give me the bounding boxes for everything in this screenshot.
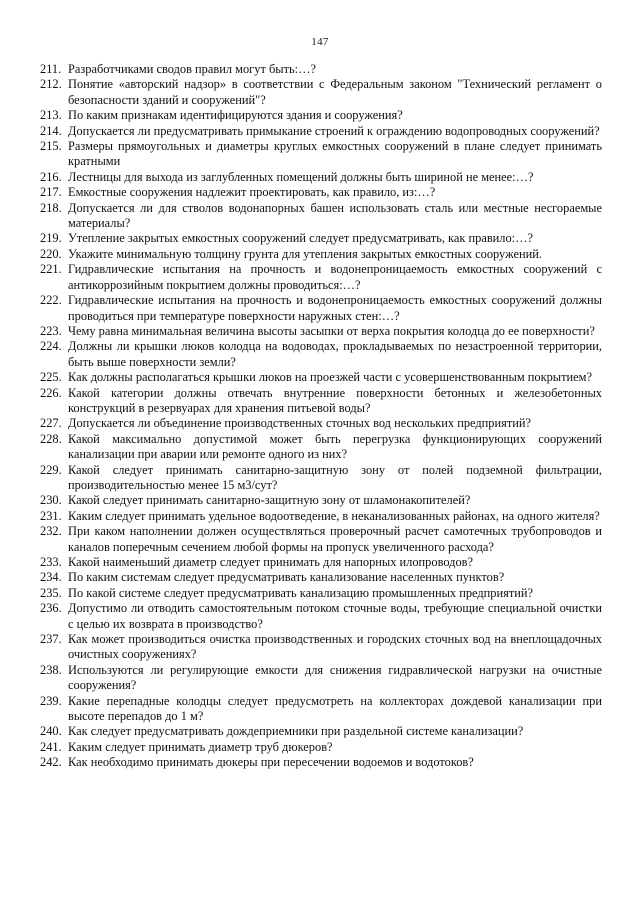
question-number: 224. <box>40 339 62 354</box>
question-number: 218. <box>40 200 62 215</box>
question-number: 239. <box>40 693 62 708</box>
question-text: Какой наименьший диаметр следует принимать для напорных илопроводов? <box>68 555 474 569</box>
question-item <box>40 463 602 494</box>
question-item <box>40 247 602 262</box>
question-text: Как необходимо принимать дюкеры при пересечении водоемов и водотоков? <box>68 755 474 770</box>
question-number: 217. <box>40 185 62 200</box>
question-text: Чему равна минимальная величина высоты засыпки от верха покрытия колодца до ее поверхности? <box>68 323 595 338</box>
question-text: Гидравлические испытания на прочность и водонепроницаемость емкостных сооружений должны проводиться при температуре поверхности наружных стен:…? <box>68 293 602 323</box>
question-number: 231. <box>40 508 62 523</box>
question-text: Как должны располагаться крышки люков на проезжей части с усовершенствованным покрытием? <box>68 370 593 385</box>
question-number: 215. <box>40 139 62 154</box>
question-text: Какой следует принимать санитарно-защитную зону от шламонакопителей? <box>68 493 471 508</box>
question-number: 227. <box>40 416 62 431</box>
question-item <box>40 509 602 524</box>
question-item <box>40 416 602 431</box>
question-item <box>40 601 602 632</box>
question-item <box>40 108 602 123</box>
question-number: 229. <box>40 462 62 477</box>
question-item <box>40 231 602 246</box>
question-text: Емкостные сооружения надлежит проектировать, как правило, из:…? <box>68 185 436 200</box>
question-text: Должны ли крышки люков колодца на водоводах, прокладываемых по незастроенной территории, быть выше поверхности земли? <box>68 339 602 369</box>
question-item <box>40 755 602 770</box>
question-number: 222. <box>40 293 62 308</box>
question-item <box>40 386 602 417</box>
question-text: Допустимо ли отводить самостоятельным потоком сточные воды, требующие специальной очистки с целью их возврата в производство? <box>68 601 602 631</box>
question-number: 220. <box>40 246 62 261</box>
question-text: Понятие «авторский надзор» в соответствии с Федеральным законом "Технический регламент о безопасности зданий и сооружений"? <box>68 77 602 107</box>
question-text: Разработчиками сводов правил могут быть:…? <box>68 62 316 76</box>
question-item <box>40 339 602 370</box>
question-item <box>40 663 602 694</box>
question-number: 242. <box>40 755 62 770</box>
question-number: 223. <box>40 323 62 338</box>
question-item <box>40 324 602 339</box>
question-number: 213. <box>40 108 62 123</box>
question-item <box>40 570 602 585</box>
question-number: 212. <box>40 77 62 92</box>
question-item <box>40 170 602 185</box>
question-number: 216. <box>40 169 62 184</box>
question-number: 234. <box>40 570 62 585</box>
question-number: 225. <box>40 370 62 385</box>
question-item <box>40 370 602 385</box>
question-number: 230. <box>40 493 62 508</box>
question-item <box>40 524 602 555</box>
question-number: 235. <box>40 585 62 600</box>
question-number: 237. <box>40 632 62 647</box>
question-item <box>40 740 602 755</box>
page-number: 147 <box>311 36 329 48</box>
question-item <box>40 124 602 139</box>
question-text: Размеры прямоугольных и диаметры круглых емкостных сооружений в плане следует принимать кратными <box>68 139 602 169</box>
question-number: 232. <box>40 524 62 539</box>
question-item <box>40 555 602 570</box>
question-text: Допускается ли предусматривать примыкание строений к ограждению водопроводных сооружений? <box>68 123 600 138</box>
question-text: При каком наполнении должен осуществляться проверочный расчет самотечных трубопроводов и каналов поперечным сечением любой формы на пропуск увеличенного расхода? <box>68 524 602 554</box>
question-number: 214. <box>40 123 62 138</box>
question-text: Лестницы для выхода из заглубленных помещений должны быть шириной не менее:…? <box>68 169 534 184</box>
question-number: 221. <box>40 262 62 277</box>
question-number: 236. <box>40 601 62 616</box>
question-number: 219. <box>40 231 62 246</box>
question-text: Укажите минимальную толщину грунта для утепления закрытых емкостных сооружений. <box>68 246 542 261</box>
question-number: 241. <box>40 739 62 754</box>
question-text: По каким системам следует предусматривать канализование населенных пунктов? <box>68 570 505 585</box>
question-number: 238. <box>40 662 62 677</box>
question-item <box>40 632 602 663</box>
question-item <box>40 432 602 463</box>
question-item <box>40 201 602 232</box>
question-number: 240. <box>40 724 62 739</box>
question-text: Гидравлические испытания на прочность и водонепроницаемость емкостных сооружений с антикоррозийным покрытием должны проводиться:…? <box>68 262 602 292</box>
question-text: Какой следует принимать санитарно-защитную зону от полей подземной фильтрации, производительностью менее 15 м3/сут? <box>68 462 602 492</box>
question-item <box>40 724 602 739</box>
question-number: 228. <box>40 431 62 446</box>
question-item <box>40 139 602 170</box>
question-text: Утепление закрытых емкостных сооружений следует предусматривать, как правило:…? <box>68 231 534 246</box>
question-text: Допускается ли объединение производственных сточных вод нескольких предприятий? <box>68 416 532 431</box>
question-text: Используются ли регулирующие емкости для снижения гидравлической нагрузки на очистные сооружения? <box>68 662 602 693</box>
question-item <box>40 262 602 293</box>
question-text: Как следует предусматривать дождеприемники при раздельной системе канализации? <box>68 724 524 739</box>
question-item <box>40 293 602 324</box>
question-number: 226. <box>40 385 62 400</box>
question-text: Как может производиться очистка производственных и городских сточных вод на внеплощадочных очистных сооружениях? <box>68 632 602 662</box>
question-item <box>40 62 602 77</box>
question-number: 233. <box>40 555 62 569</box>
question-text: Каким следует принимать диаметр труб дюкеров? <box>68 739 333 754</box>
question-text: Каким следует принимать удельное водоотведение, в неканализованных районах, на одного жителя? <box>68 508 600 523</box>
question-text: Допускается ли для стволов водонапорных башен использовать сталь или местные несгораемые материалы? <box>68 200 602 231</box>
question-item <box>40 586 602 601</box>
question-item <box>40 493 602 508</box>
question-text: Какой максимально допустимой может быть перегрузка функционирующих сооружений канализации при аварии или ремонте одного из них? <box>68 431 602 462</box>
question-list <box>40 62 602 771</box>
question-number: 211. <box>40 62 62 76</box>
question-text: Какой категории должны отвечать внутренние поверхности бетонных и железобетонных конструкций в резервуарах для хранения питьевой воды? <box>68 385 602 415</box>
question-text: По каким признакам идентифицируются здания и сооружения? <box>68 108 403 123</box>
question-item <box>40 694 602 725</box>
question-item <box>40 185 602 200</box>
question-text: По какой системе следует предусматривать канализацию промышленных предприятий? <box>68 585 534 600</box>
question-text: Какие перепадные колодцы следует предусмотреть на коллекторах дождевой канализации при высоте перепадов до 1 м? <box>68 693 602 724</box>
question-item <box>40 77 602 108</box>
